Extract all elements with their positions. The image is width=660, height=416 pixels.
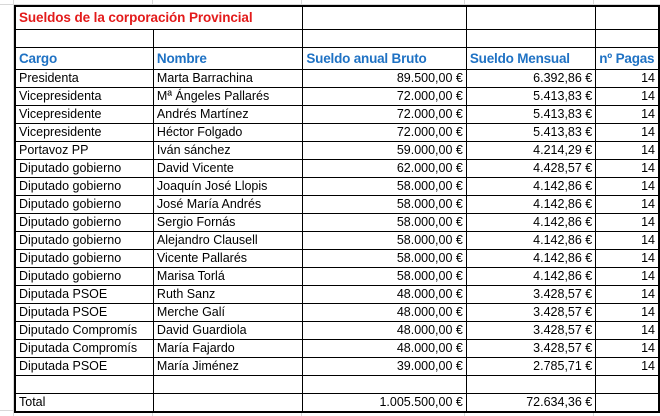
- cell-bruto[interactable]: 58.000,00 €: [303, 250, 467, 268]
- title-row-empty-cell[interactable]: [596, 6, 659, 30]
- cell-pagas[interactable]: 14: [596, 250, 659, 268]
- total-label[interactable]: Total: [15, 394, 153, 413]
- cell-pagas[interactable]: 14: [596, 358, 659, 376]
- cell-cargo[interactable]: Diputado gobierno: [15, 250, 153, 268]
- cell-nombre[interactable]: Sergio Fornás: [153, 214, 302, 232]
- total-mensual[interactable]: 72.634,36 €: [466, 394, 595, 413]
- cell-bruto[interactable]: 48.000,00 €: [303, 322, 467, 340]
- cell-cargo[interactable]: Diputada PSOE: [15, 286, 153, 304]
- cell-bruto[interactable]: 72.000,00 €: [303, 88, 467, 106]
- cell-cargo[interactable]: Diputado gobierno: [15, 196, 153, 214]
- cell-nombre[interactable]: Alejandro Clausell: [153, 232, 302, 250]
- table-row: [15, 214, 659, 232]
- total-row: [15, 394, 659, 413]
- cell-pagas[interactable]: 14: [596, 106, 659, 124]
- empty-cell[interactable]: [15, 376, 153, 394]
- cell-bruto[interactable]: 48.000,00 €: [303, 304, 467, 322]
- table-row: [15, 232, 659, 250]
- blank-row: [15, 376, 659, 394]
- table-row: [15, 304, 659, 322]
- cell-pagas[interactable]: 14: [596, 196, 659, 214]
- cell-pagas[interactable]: 14: [596, 340, 659, 358]
- cell-cargo[interactable]: Portavoz PP: [15, 142, 153, 160]
- table-row: [15, 70, 659, 88]
- cell-nombre[interactable]: Andrés Martínez: [153, 106, 302, 124]
- cell-mensual[interactable]: 5.413,83 €: [466, 106, 595, 124]
- table-row: [15, 322, 659, 340]
- cell-bruto[interactable]: 48.000,00 €: [303, 340, 467, 358]
- cell-cargo[interactable]: Vicepresidente: [15, 124, 153, 142]
- cell-mensual[interactable]: 4.214,29 €: [466, 142, 595, 160]
- cell-pagas[interactable]: 14: [596, 70, 659, 88]
- cell-nombre[interactable]: David Guardiola: [153, 322, 302, 340]
- cell-cargo[interactable]: Diputado gobierno: [15, 232, 153, 250]
- title-row-empty-cell[interactable]: [303, 6, 467, 30]
- cell-nombre[interactable]: Joaquín José Llopis: [153, 178, 302, 196]
- table-row: [15, 178, 659, 196]
- cell-pagas[interactable]: 14: [596, 160, 659, 178]
- blank-row: [15, 30, 659, 48]
- cell-bruto[interactable]: 58.000,00 €: [303, 268, 467, 286]
- cell-mensual[interactable]: 4.428,57 €: [466, 160, 595, 178]
- table-row: [15, 340, 659, 358]
- cell-mensual[interactable]: 4.142,86 €: [466, 268, 595, 286]
- cell-bruto[interactable]: 58.000,00 €: [303, 232, 467, 250]
- cell-pagas[interactable]: 14: [596, 286, 659, 304]
- empty-cell[interactable]: [466, 376, 595, 394]
- cell-mensual[interactable]: 2.785,71 €: [466, 358, 595, 376]
- column-header-cargo[interactable]: Cargo: [15, 48, 153, 70]
- table-row: [15, 160, 659, 178]
- cell-bruto[interactable]: 58.000,00 €: [303, 196, 467, 214]
- cell-bruto[interactable]: 72.000,00 €: [303, 124, 467, 142]
- title-row-empty-cell[interactable]: [466, 6, 595, 30]
- cell-cargo[interactable]: Diputado gobierno: [15, 268, 153, 286]
- cell-pagas[interactable]: 14: [596, 268, 659, 286]
- cell-pagas[interactable]: 14: [596, 142, 659, 160]
- salaries-table-container: [14, 5, 660, 413]
- table-row: [15, 268, 659, 286]
- cell-pagas[interactable]: 14: [596, 232, 659, 250]
- cell-bruto[interactable]: 72.000,00 €: [303, 106, 467, 124]
- cell-mensual[interactable]: 3.428,57 €: [466, 286, 595, 304]
- cell-mensual[interactable]: 3.428,57 €: [466, 322, 595, 340]
- cell-cargo[interactable]: Presidenta: [15, 70, 153, 88]
- table-header-row: [15, 48, 659, 70]
- cell-mensual[interactable]: 4.142,86 €: [466, 250, 595, 268]
- cell-bruto[interactable]: 58.000,00 €: [303, 178, 467, 196]
- empty-cell[interactable]: [596, 30, 659, 48]
- empty-cell[interactable]: [596, 376, 659, 394]
- cell-cargo[interactable]: Diputado gobierno: [15, 178, 153, 196]
- cell-mensual[interactable]: 3.428,57 €: [466, 340, 595, 358]
- column-header-nombre[interactable]: Nombre: [153, 48, 302, 70]
- cell-mensual[interactable]: 4.142,86 €: [466, 196, 595, 214]
- cell-pagas[interactable]: 14: [596, 322, 659, 340]
- cell-mensual[interactable]: 5.413,83 €: [466, 88, 595, 106]
- cell-nombre[interactable]: David Vicente: [153, 160, 302, 178]
- cell-pagas[interactable]: 14: [596, 88, 659, 106]
- cell-nombre[interactable]: Marta Barrachina: [153, 70, 302, 88]
- table-row: [15, 124, 659, 142]
- table-row: [15, 88, 659, 106]
- cell-nombre[interactable]: María Jiménez: [153, 358, 302, 376]
- cell-cargo[interactable]: Diputada PSOE: [15, 304, 153, 322]
- cell-mensual[interactable]: 5.413,83 €: [466, 124, 595, 142]
- cell-nombre[interactable]: José María Andrés: [153, 196, 302, 214]
- empty-cell[interactable]: [303, 30, 467, 48]
- empty-cell[interactable]: [153, 30, 302, 48]
- total-pagas[interactable]: [596, 394, 659, 413]
- cell-cargo[interactable]: Vicepresidente: [15, 106, 153, 124]
- cell-cargo[interactable]: Diputado Compromís: [15, 322, 153, 340]
- cell-mensual[interactable]: 6.392,86 €: [466, 70, 595, 88]
- cell-pagas[interactable]: 14: [596, 124, 659, 142]
- column-header-n-pagas[interactable]: nº Pagas: [596, 48, 659, 70]
- empty-cell[interactable]: [466, 30, 595, 48]
- column-header-sueldo-anual-bruto[interactable]: Sueldo anual Bruto: [303, 48, 467, 70]
- cell-cargo[interactable]: Diputado gobierno: [15, 214, 153, 232]
- cell-cargo[interactable]: Vicepresidenta: [15, 88, 153, 106]
- table-row: [15, 196, 659, 214]
- table-row: [15, 106, 659, 124]
- cell-cargo[interactable]: Diputada Compromís: [15, 340, 153, 358]
- cell-nombre[interactable]: Iván sánchez: [153, 142, 302, 160]
- cell-cargo[interactable]: Diputada PSOE: [15, 358, 153, 376]
- salaries-table: [14, 5, 660, 413]
- cell-nombre[interactable]: María Fajardo: [153, 340, 302, 358]
- cell-mensual[interactable]: 4.142,86 €: [466, 214, 595, 232]
- cell-bruto[interactable]: 48.000,00 €: [303, 286, 467, 304]
- cell-pagas[interactable]: 14: [596, 214, 659, 232]
- table-row: [15, 286, 659, 304]
- total-nombre[interactable]: [153, 394, 302, 413]
- cell-bruto[interactable]: 39.000,00 €: [303, 358, 467, 376]
- table-body: [15, 6, 659, 412]
- empty-cell[interactable]: [303, 376, 467, 394]
- empty-cell[interactable]: [15, 30, 153, 48]
- cell-pagas[interactable]: 14: [596, 304, 659, 322]
- cell-nombre[interactable]: Héctor Folgado: [153, 124, 302, 142]
- cell-nombre[interactable]: Merche Galí: [153, 304, 302, 322]
- cell-mensual[interactable]: 3.428,57 €: [466, 304, 595, 322]
- title-row: [15, 6, 659, 30]
- total-bruto[interactable]: 1.005.500,00 €: [303, 394, 467, 413]
- empty-cell[interactable]: [153, 376, 302, 394]
- cell-cargo[interactable]: Diputado gobierno: [15, 160, 153, 178]
- table-row: [15, 142, 659, 160]
- cell-mensual[interactable]: 4.142,86 €: [466, 178, 595, 196]
- cell-nombre[interactable]: Ruth Sanz: [153, 286, 302, 304]
- cell-bruto[interactable]: 59.000,00 €: [303, 142, 467, 160]
- cell-mensual[interactable]: 4.142,86 €: [466, 232, 595, 250]
- cell-pagas[interactable]: 14: [596, 178, 659, 196]
- column-header-sueldo-mensual[interactable]: Sueldo Mensual: [466, 48, 595, 70]
- document-title: Sueldos de la corporación Provincial: [15, 6, 303, 30]
- cell-nombre[interactable]: Mª Ángeles Pallarés: [153, 88, 302, 106]
- cell-bruto[interactable]: 62.000,00 €: [303, 160, 467, 178]
- cell-nombre[interactable]: Marisa Torlá: [153, 268, 302, 286]
- cell-bruto[interactable]: 58.000,00 €: [303, 214, 467, 232]
- table-row: [15, 358, 659, 376]
- cell-bruto[interactable]: 89.500,00 €: [303, 70, 467, 88]
- cell-nombre[interactable]: Vicente Pallarés: [153, 250, 302, 268]
- table-row: [15, 250, 659, 268]
